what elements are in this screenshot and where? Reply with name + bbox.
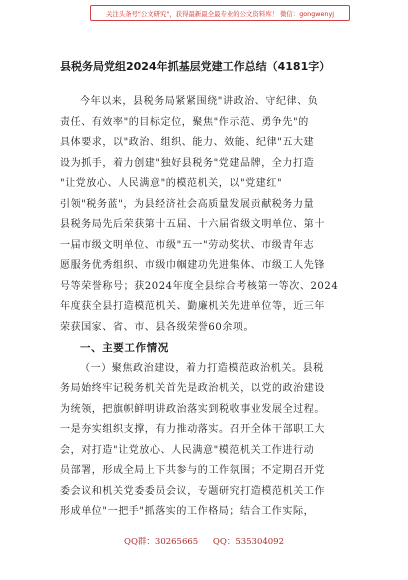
paragraph-line: 县税务局先后荣获第十五届、十六届省级文明单位、第十 — [60, 219, 325, 230]
document-body — [60, 92, 360, 523]
paragraph-line: 委会议和机关党委委员会议，专题研究打造模范机关工作 — [60, 485, 325, 497]
paragraph-line: 形成单位"一把手"抓落实的工作格局；结合工作实际， — [60, 506, 315, 517]
paragraph-line: （一）聚焦政治建设，着力打造模范政治机关。县税 — [80, 362, 324, 374]
paragraph-line: 为统领，把旗帜鲜明讲政治落实到税收事业发展全过程。 — [60, 403, 325, 415]
paragraph-line: 务局始终牢记税务机关首先是政治机关，以党的政治建设 — [60, 383, 325, 394]
document-title: 县税务局党组2024年抓基层党建工作总结（4181字） — [60, 60, 331, 73]
paragraph-line: 年度获全县打造模范机关、勤廉机关先进单位等，近三年 — [60, 301, 325, 312]
promo-banner — [90, 5, 350, 21]
paragraph-line: 今年以来，县税务局紧紧围绕"讲政治、守纪律、负 — [80, 96, 319, 107]
paragraph-line: 一届市级文明单位、市级"五一"劳动奖状、市级青年志 — [60, 239, 315, 251]
paragraph-line: 设为抓手，着力创建"独好县税务"党建品牌，全力打造 — [60, 157, 315, 169]
paragraph-line: 责任、有效率"的目标定位，聚焦"作示范、勇争先"的 — [60, 116, 309, 128]
qq-number-text: QQ：535304092 — [212, 537, 284, 547]
paragraph-line: 员部署，形成全局上下共参与的工作氛围；不定期召开党 — [60, 465, 325, 476]
paragraph-line: 荣获国家、省、市、县各级荣誉60余项。 — [60, 321, 255, 333]
promo-banner-text: 关注头条号"公文研究"，获得最新最全最专业的公文资料库！ 微信：gongwenyj — [105, 9, 335, 18]
paragraph-line: "让党放心、人民满意"的模范机关，以"党建红" — [60, 178, 283, 189]
paragraph-line: 会，对打造"让党放心、人民满意"模范机关工作进行动 — [60, 444, 315, 456]
footer-contact — [0, 535, 408, 547]
qq-group-text: QQ群：30265665 — [123, 537, 199, 547]
paragraph-line: 号等荣誉称号；获2024年度全县综合考核第一等次、2024 — [60, 280, 339, 292]
paragraph-line: 一是夯实组织支撑，有力推动落实。召开全体干部职工大 — [60, 424, 325, 435]
paragraph-line: 愿服务优秀组织、市级巾帼建功先进集体、市级工人先锋 — [60, 260, 325, 271]
paragraph-line: 具体要求，以"政治、组织、能力、效能、纪律"五大建 — [60, 137, 315, 148]
section-heading: 一、主要工作情况 — [80, 342, 169, 354]
paragraph-line: 引领"税务蓝"，为县经济社会高质量发展贡献税务力量 — [60, 198, 315, 210]
